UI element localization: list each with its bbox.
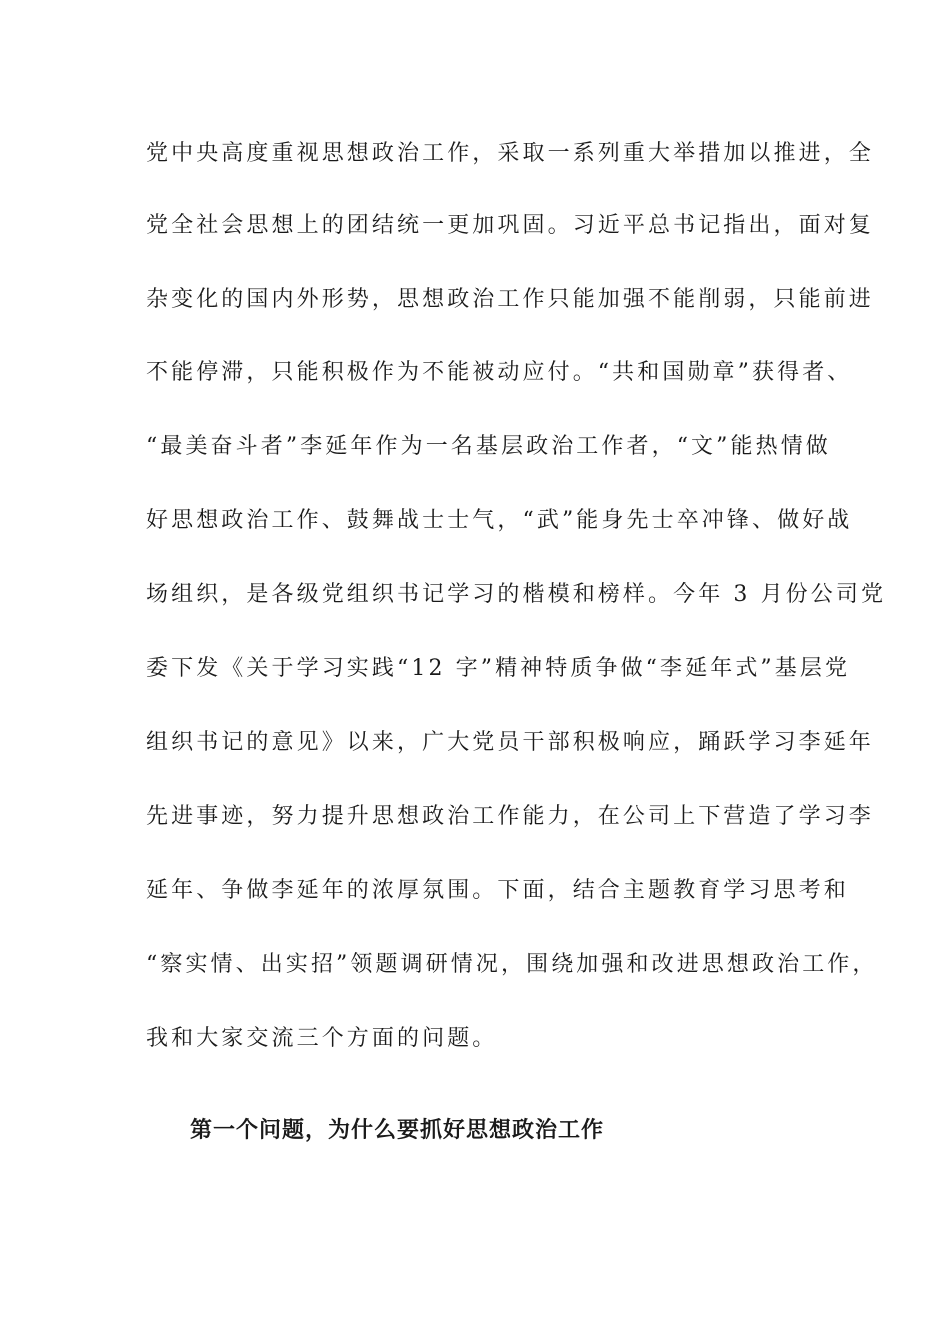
paragraph-line-5: “最美奋斗者”李延年作为一名基层政治工作者，“文”能热情做 [146,434,831,459]
paragraph-line-1: 党中央高度重视思想政治工作，采取一系列重大举措加以推进，全 [146,141,874,166]
paragraph-line-13: 我和大家交流三个方面的问题。 [146,1026,498,1051]
paragraph-line-6: 好思想政治工作、鼓舞战士士气，“武”能身先士卒冲锋、做好战 [146,508,853,533]
paragraph-line-12: “察实情、出实招”领题调研情况，围绕加强和改进思想政治工作， [146,952,878,977]
section-heading: 第一个问题，为什么要抓好思想政治工作 [190,1118,605,1143]
paragraph-line-11: 延年、争做李延年的浓厚氛围。下面，结合主题教育学习思考和 [146,878,849,903]
paragraph-line-8: 委下发《关于学习实践“12 字”精神特质争做“李延年式”基层党 [146,656,851,681]
paragraph-line-3: 杂变化的国内外形势，思想政治工作只能加强不能削弱，只能前进 [146,287,874,312]
paragraph-line-9: 组织书记的意见》以来，广大党员干部积极响应，踊跃学习李延年 [146,730,874,755]
paragraph-line-2: 党全社会思想上的团结统一更加巩固。习近平总书记指出，面对复 [146,213,874,238]
paragraph-line-7: 场组织，是各级党组织书记学习的楷模和榜样。今年 3 月份公司党 [146,582,887,607]
paragraph-line-10: 先进事迹，努力提升思想政治工作能力，在公司上下营造了学习李 [146,804,874,829]
paragraph-line-4: 不能停滞，只能积极作为不能被动应付。“共和国勋章”获得者、 [146,360,853,385]
